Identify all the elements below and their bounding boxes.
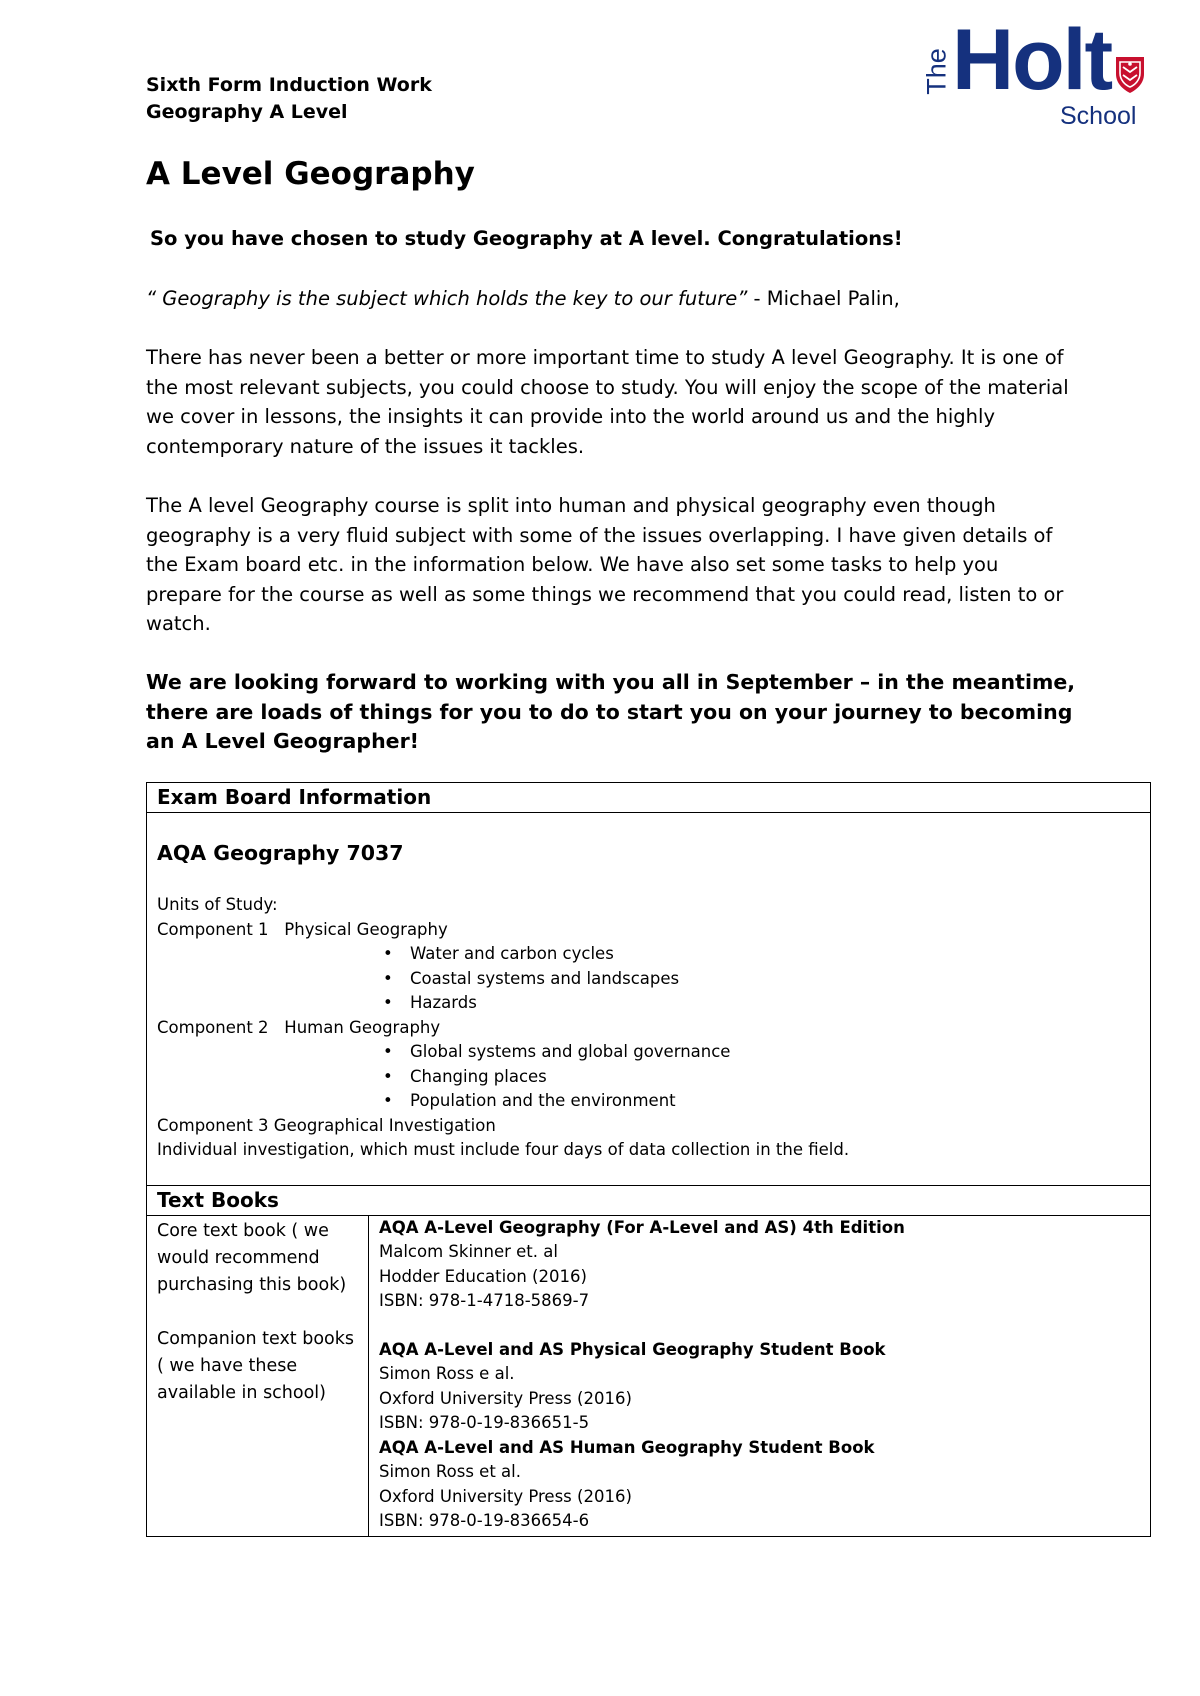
component-2-row [157,1016,1140,1041]
companion-book [379,1436,1140,1534]
exam-spec-title: AQA Geography 7037 [157,841,404,865]
course-info-table [146,782,1151,1537]
header-line-induction: Sixth Form Induction Work [146,74,432,96]
component-1-label: Component 1 [157,919,269,939]
book-publisher: Oxford University Press (2016) [379,1388,632,1408]
book-publisher: Oxford University Press (2016) [379,1486,632,1506]
exam-board-heading: Exam Board Information [147,783,1151,813]
core-book-label: Core text book ( we would recommend purchasing this book) [157,1220,347,1295]
companion-books-label: Companion text books ( we have these available in school) [157,1328,354,1403]
school-crest-icon [1114,54,1146,94]
book-title: AQA A-Level and AS Human Geography Student Book [379,1437,875,1457]
units-label: Units of Study: [157,895,278,914]
component-1-topics [157,942,1140,1016]
component-2-label: Component 2 [157,1017,269,1037]
quote-attribution: - Michael Palin, [747,287,900,310]
header-line-subject: Geography A Level [146,101,348,123]
closing-paragraph: We are looking forward to working with you all in September – in the meantime, there are loads of things for you to do to start you on your journey to becoming an A Level Geographer! [146,670,1076,753]
congratulations-text: So you have chosen to study Geography at A level. Congratulations! [150,227,903,250]
logo-the-text: The [921,48,952,95]
book-title: AQA A-Level and AS Physical Geography Student Book [379,1339,886,1359]
book-isbn: ISBN: 978-0-19-836651-5 [379,1413,590,1432]
document-header [146,72,432,126]
component-2-name: Human Geography [284,1017,441,1037]
component-2-topics [157,1040,1140,1114]
companion-book [379,1338,1140,1436]
book-publisher: Hodder Education (2016) [379,1266,587,1286]
quote [146,284,1076,314]
book-isbn: ISBN: 978-1-4718-5869-7 [379,1291,590,1310]
component-1-name: Physical Geography [284,919,448,939]
list-item: • Hazards [410,991,1140,1016]
core-book [379,1216,1140,1314]
list-item: • Population and the environment [410,1089,1140,1114]
book-title: AQA A-Level Geography (For A-Level and AS) 4th Edition [379,1217,905,1237]
book-details-cell [369,1215,1151,1536]
course-paragraph: The A level Geography course is split into human and physical geography even though geography is a very fluid subject with some of the issues overlapping. I have given details of the Exam board etc. in the information below. We have also set some tasks to help you prepare for the course as well as some things we recommend that you could read, listen to or watch. [146,494,1064,635]
intro-paragraph: There has never been a better or more important time to study A level Geography. It is one of the most relevant subjects, you could choose to study. You will enjoy the scope of the material we cover in lessons, the insights it can provide into the world around us and the highly contemporary nature of the issues it tackles. [146,346,1069,458]
book-isbn: ISBN: 978-0-19-836654-6 [379,1511,590,1530]
list-item: • Changing places [410,1065,1140,1090]
text-books-heading: Text Books [147,1185,1151,1215]
list-item: • Global systems and global governance [410,1040,1140,1065]
book-author: Simon Ross e al. [379,1364,515,1383]
quote-text: “ Geography is the subject which holds the key to our future” [146,287,748,310]
component-1-row [157,918,1140,943]
investigation-text: Individual investigation, which must include four days of data collection in the field. [157,1140,850,1159]
list-item: • Coastal systems and landscapes [410,967,1140,992]
list-item: • Water and carbon cycles [410,942,1140,967]
school-logo [918,10,1148,130]
logo-school-text: School [1060,102,1137,130]
component-3-row: Component 3 Geographical Investigation [157,1115,496,1135]
book-author: Malcom Skinner et. al [379,1242,558,1261]
logo-holt-text: Holt [952,12,1112,108]
exam-board-details [147,813,1151,1186]
page-title: A Level Geography [146,156,475,192]
book-author: Simon Ross et al. [379,1462,521,1481]
book-type-cell [147,1215,369,1536]
